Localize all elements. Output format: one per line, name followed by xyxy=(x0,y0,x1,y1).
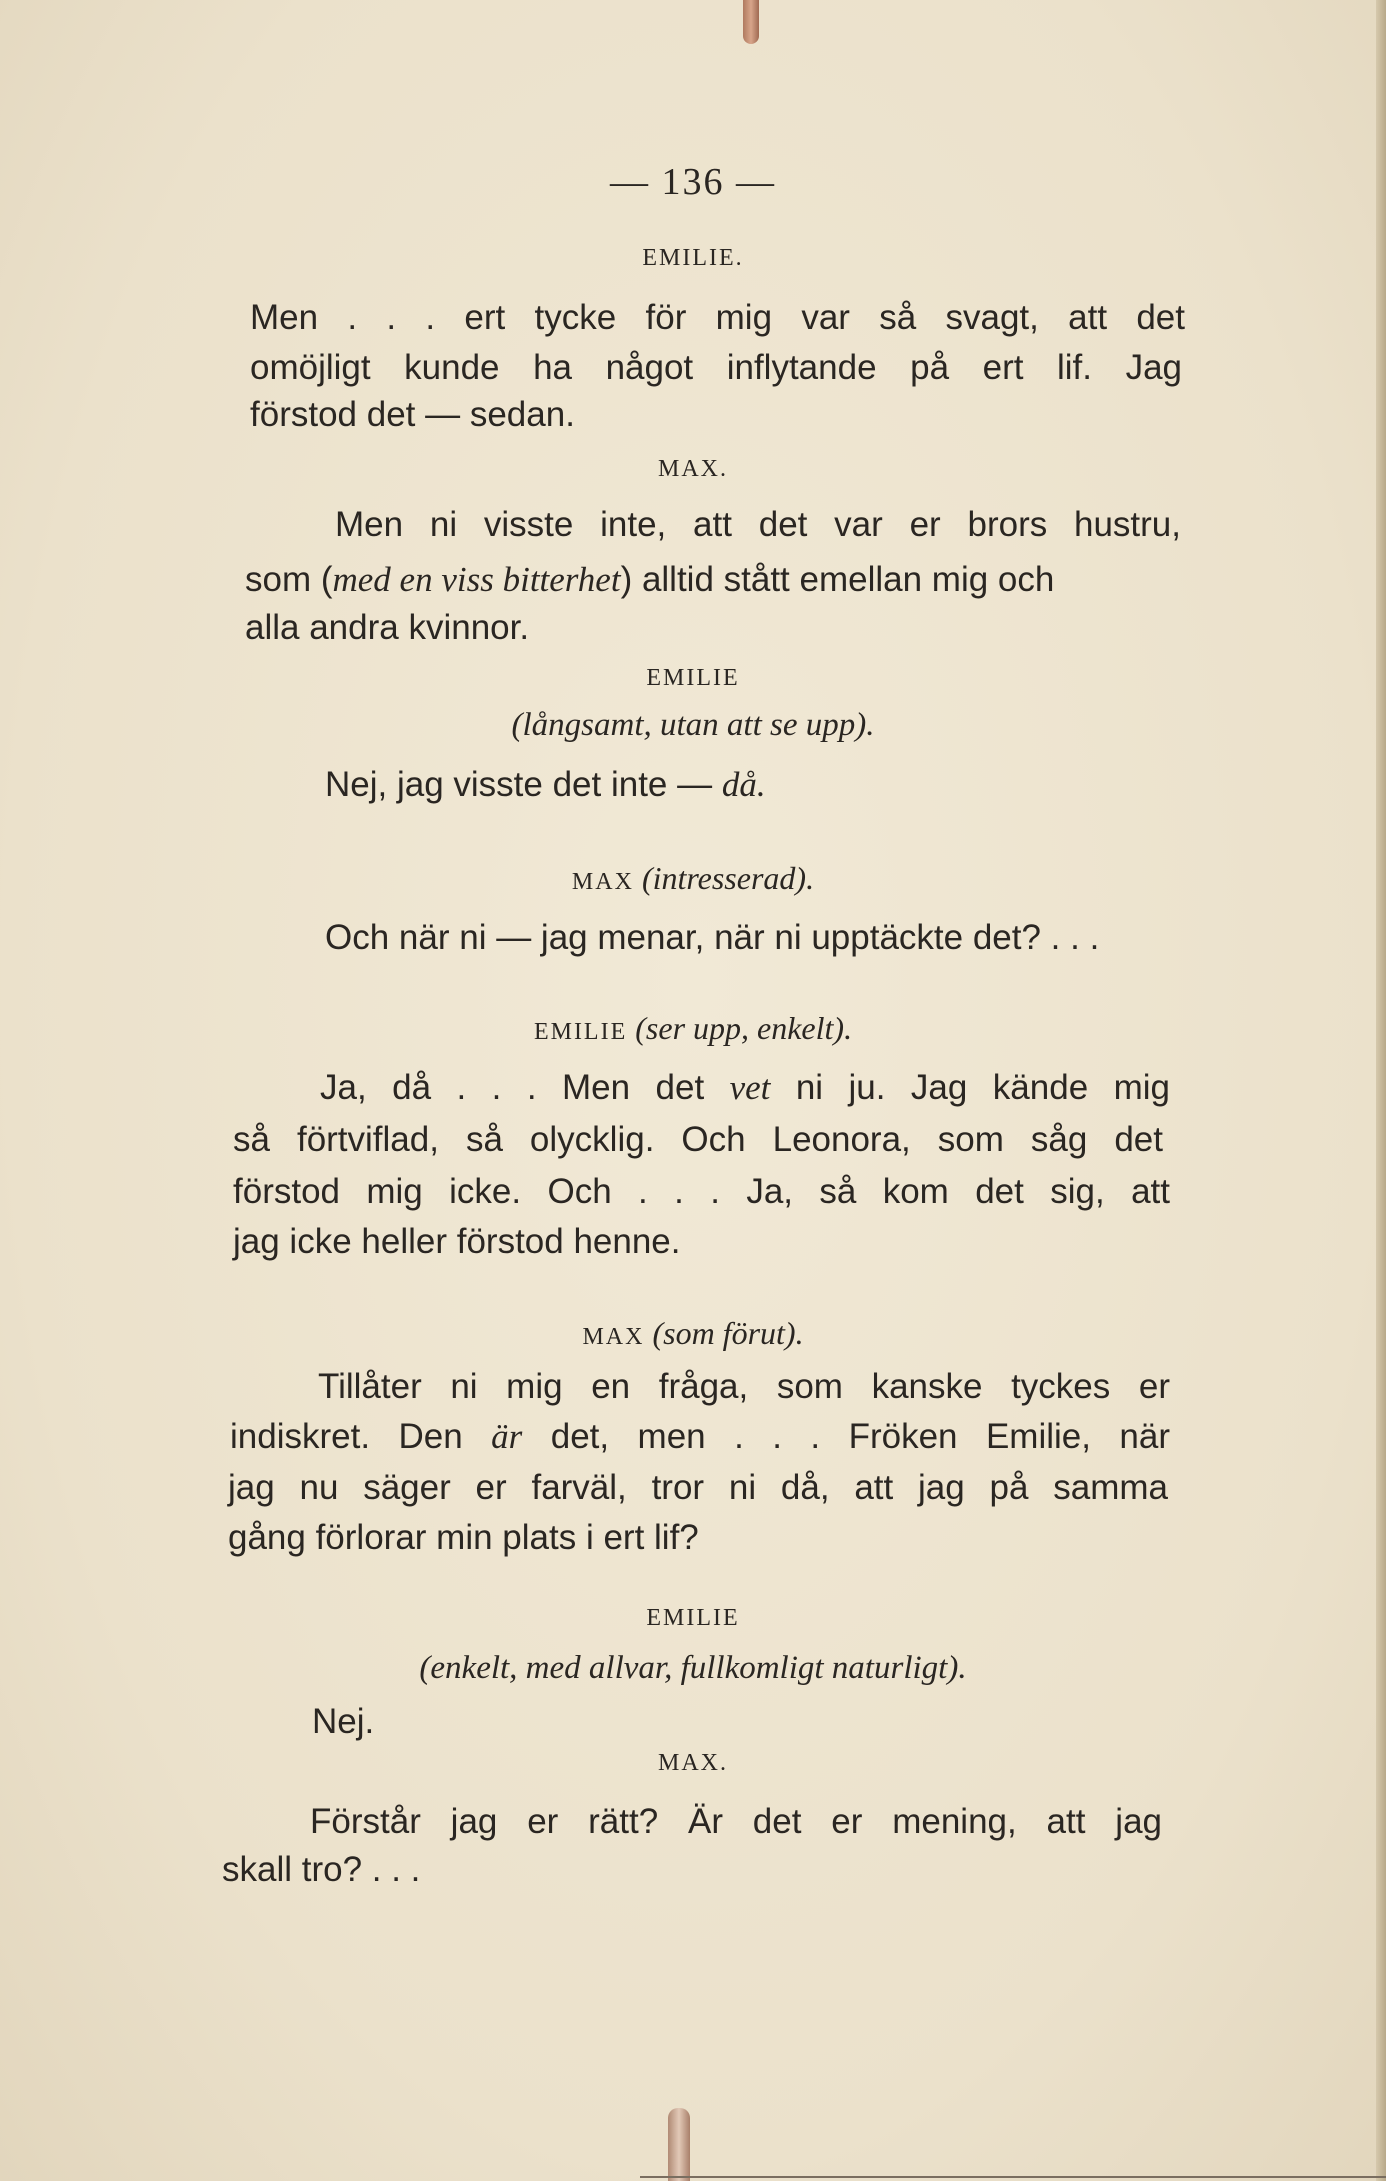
stage-direction: (långsamt, utan att se upp). xyxy=(511,707,875,743)
text-line xyxy=(230,1417,1170,1457)
speaker-direction: (ser upp, enkelt). xyxy=(635,1010,853,1046)
speaker-name: MAX xyxy=(571,869,634,895)
text-line: Nej. xyxy=(312,1702,375,1741)
speaker-emilie: EMILIE xyxy=(646,1605,740,1631)
text-span: Ja, då . . . Men det xyxy=(320,1068,730,1107)
page-edge xyxy=(1376,0,1386,2181)
emphasis: då. xyxy=(721,765,766,804)
text-line: alla andra kvinnor. xyxy=(245,608,530,647)
text-line xyxy=(325,765,766,805)
emphasis: är xyxy=(491,1417,523,1456)
text-span: ni ju. Jag kände mig xyxy=(770,1068,1170,1107)
text-span: det, men . . . Fröken Emilie, när xyxy=(522,1417,1170,1456)
text-line: jag icke heller förstod henne. xyxy=(233,1222,681,1261)
speaker-name: EMILIE xyxy=(533,1019,628,1045)
speaker-max xyxy=(0,860,1386,897)
page-number: — 136 — xyxy=(610,161,776,203)
text-span: Nej, jag visste det inte — xyxy=(325,765,722,804)
text-span: indiskret. Den xyxy=(230,1417,492,1456)
speaker-max xyxy=(0,1315,1386,1352)
text-line xyxy=(320,1068,1170,1108)
speaker-max: MAX. xyxy=(657,1750,728,1776)
text-line: förstod mig icke. Och . . . Ja, så kom det sig, att xyxy=(233,1172,1170,1211)
speaker-emilie: EMILIE. xyxy=(642,245,744,271)
text-line: Tillåter ni mig en fråga, som kanske tyckes er xyxy=(318,1367,1170,1406)
text-line: Och när ni — jag menar, när ni upptäckte det? . . . xyxy=(325,918,1100,957)
speaker-emilie: EMILIE xyxy=(646,665,740,691)
speaker-name: MAX xyxy=(582,1324,645,1350)
text-line: Men ni visste inte, att det var er brors hustru, xyxy=(335,505,1181,544)
text-line: så förtviflad, så olycklig. Och Leonora, som såg det xyxy=(233,1120,1163,1159)
stage-direction: (enkelt, med allvar, fullkomligt naturligt). xyxy=(419,1650,967,1686)
binding-thread-bottom xyxy=(668,2108,690,2181)
text-line xyxy=(245,560,1185,600)
text-line: skall tro? . . . xyxy=(222,1850,421,1889)
binding-thread-top xyxy=(743,0,759,44)
stage-direction-inline: med en viss bitterhet xyxy=(332,560,621,599)
speaker-direction: (som förut). xyxy=(652,1315,804,1351)
text-line: Men . . . ert tycke för mig var så svagt, att det xyxy=(250,298,1185,337)
text-line: gång förlorar min plats i ert lif? xyxy=(228,1518,699,1557)
text-line: Förstår jag er rätt? Är det er mening, att jag xyxy=(310,1802,1162,1841)
text-line: jag nu säger er farväl, tror ni då, att jag på samma xyxy=(228,1468,1168,1507)
speaker-emilie xyxy=(0,1010,1386,1047)
speaker-max: MAX. xyxy=(657,456,728,482)
text-span: som ( xyxy=(245,560,333,599)
emphasis: vet xyxy=(729,1068,771,1107)
bottom-edge-line xyxy=(640,2176,1386,2178)
text-span: ) alltid stått emellan mig och xyxy=(620,560,1055,599)
text-line: omöjligt kunde ha något inflytande på ert lif. Jag xyxy=(250,348,1182,387)
speaker-direction: (intresserad). xyxy=(641,860,815,896)
text-line: förstod det — sedan. xyxy=(250,395,575,434)
